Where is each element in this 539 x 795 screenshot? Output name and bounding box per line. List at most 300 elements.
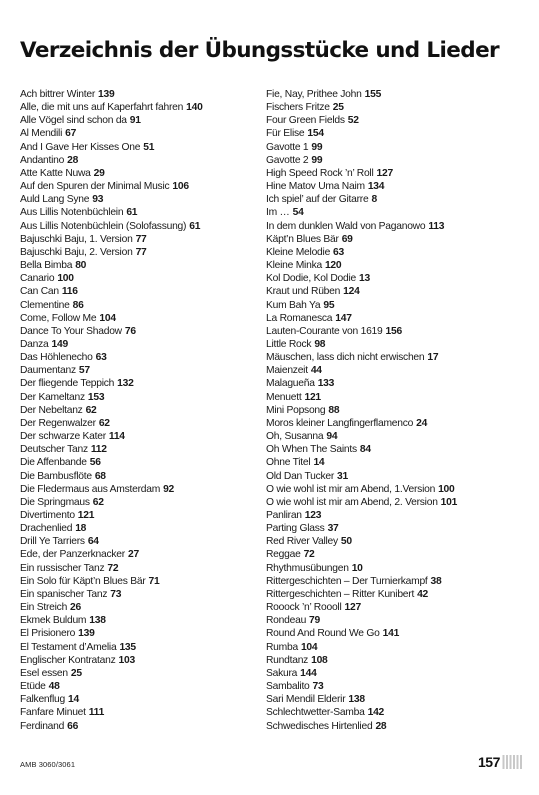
song-page-number: 141 bbox=[382, 628, 400, 640]
index-entry bbox=[266, 535, 518, 548]
song-page-number: 67 bbox=[65, 128, 77, 140]
song-page-number: 106 bbox=[172, 181, 189, 193]
song-title: Kleine Melodie bbox=[266, 246, 331, 258]
song-page-number: 153 bbox=[87, 391, 105, 403]
index-entry bbox=[266, 127, 518, 140]
song-title: Bajuschki Baju, 1. Version bbox=[20, 233, 133, 245]
song-title: Alle, die mit uns auf Kaperfahrt fahren bbox=[20, 102, 184, 114]
song-page-number: 154 bbox=[307, 128, 324, 140]
index-entry bbox=[266, 575, 518, 588]
song-page-number: 144 bbox=[300, 667, 317, 679]
song-title: Ede, der Panzerknacker bbox=[20, 549, 125, 561]
index-entry bbox=[20, 456, 272, 469]
index-entry bbox=[20, 575, 272, 588]
song-title: Parting Glass bbox=[266, 523, 325, 535]
song-title: Ein spanischer Tanz bbox=[20, 588, 108, 600]
song-page-number: 140 bbox=[186, 102, 203, 114]
index-entry bbox=[266, 706, 518, 719]
index-entry bbox=[20, 364, 272, 377]
index-entry bbox=[20, 483, 272, 496]
song-title: Der Regenwalzer bbox=[20, 417, 96, 429]
index-entry bbox=[266, 509, 518, 522]
index-entry bbox=[20, 509, 272, 522]
song-page-number: 100 bbox=[438, 483, 455, 495]
index-entry bbox=[20, 680, 272, 693]
song-title: Ein russischer Tanz bbox=[20, 562, 105, 574]
song-title: Malagueña bbox=[266, 378, 315, 390]
song-title: Rittergeschichten – Der Turnierkampf bbox=[266, 575, 428, 587]
index-entry bbox=[266, 443, 518, 456]
index-entry bbox=[266, 233, 518, 246]
song-page-number: 14 bbox=[313, 457, 325, 469]
song-page-number: 73 bbox=[110, 588, 122, 600]
song-page-number: 92 bbox=[163, 483, 175, 495]
song-title: El Prisionero bbox=[20, 628, 76, 640]
index-entry bbox=[20, 141, 272, 154]
index-entry bbox=[266, 272, 518, 285]
song-title: Can Can bbox=[20, 286, 59, 298]
song-title: Käpt’n Blues Bär bbox=[266, 233, 339, 245]
song-title: Oh, Susanna bbox=[266, 431, 324, 443]
song-page-number: 18 bbox=[75, 523, 87, 535]
index-entry bbox=[266, 206, 518, 219]
index-entry bbox=[20, 351, 272, 364]
song-page-number: 8 bbox=[371, 194, 377, 206]
index-entry bbox=[266, 299, 518, 312]
index-entry bbox=[266, 456, 518, 469]
song-title: Alle Vögel sind schon da bbox=[20, 115, 127, 127]
index-entry bbox=[20, 430, 272, 443]
index-entry bbox=[20, 285, 272, 298]
song-page-number: 61 bbox=[126, 207, 138, 219]
song-page-number: 91 bbox=[129, 115, 141, 127]
song-title: Etüde bbox=[20, 681, 46, 693]
song-title: Falkenflug bbox=[20, 694, 66, 706]
song-page-number: 72 bbox=[303, 549, 315, 561]
index-entry bbox=[266, 101, 518, 114]
song-title: Aus Lillis Notenbüchlein bbox=[20, 207, 124, 219]
index-entry bbox=[20, 443, 272, 456]
song-page-number: 72 bbox=[107, 562, 119, 574]
page-number-badge bbox=[470, 753, 522, 771]
index-entry bbox=[266, 377, 518, 390]
song-title: Kraut und Rüben bbox=[266, 286, 341, 298]
index-entry bbox=[266, 614, 518, 627]
song-title: Maienzeit bbox=[266, 365, 308, 377]
song-title: Old Dan Tucker bbox=[266, 470, 335, 482]
index-entry bbox=[20, 627, 272, 640]
song-page-number: 68 bbox=[94, 470, 106, 482]
song-title: Für Elise bbox=[266, 128, 305, 140]
index-entry bbox=[20, 667, 272, 680]
index-entry bbox=[20, 220, 272, 233]
song-page-number: 93 bbox=[92, 194, 104, 206]
song-page-number: 56 bbox=[89, 457, 101, 469]
song-title: Die Bambusflöte bbox=[20, 470, 92, 482]
song-page-number: 156 bbox=[385, 325, 402, 337]
song-title: Clementine bbox=[20, 299, 70, 311]
index-entry bbox=[20, 654, 272, 667]
song-page-number: 50 bbox=[340, 536, 352, 548]
index-entry bbox=[20, 588, 272, 601]
page-number: 157 bbox=[478, 754, 500, 770]
song-page-number: 95 bbox=[323, 299, 335, 311]
song-page-number: 88 bbox=[328, 404, 340, 416]
song-title: Esel essen bbox=[20, 667, 68, 679]
song-title: Al Mendili bbox=[20, 128, 63, 140]
song-page-number: 73 bbox=[312, 681, 324, 693]
song-title: Hine Matov Uma Naim bbox=[266, 181, 365, 193]
song-page-number: 31 bbox=[337, 470, 349, 482]
song-page-number: 80 bbox=[75, 260, 87, 272]
index-entry bbox=[20, 470, 272, 483]
index-entry bbox=[266, 325, 518, 338]
index-entry bbox=[266, 364, 518, 377]
song-title: Mini Popsong bbox=[266, 404, 326, 416]
song-page-number: 147 bbox=[335, 312, 352, 324]
index-entry bbox=[266, 114, 518, 127]
song-page-number: 127 bbox=[376, 167, 393, 179]
song-page-number: 26 bbox=[70, 602, 82, 614]
song-page-number: 135 bbox=[119, 641, 136, 653]
index-column-left bbox=[20, 88, 272, 733]
song-page-number: 134 bbox=[367, 181, 385, 193]
song-title: Andantino bbox=[20, 154, 65, 166]
song-page-number: 127 bbox=[344, 602, 361, 614]
index-entry bbox=[266, 154, 518, 167]
song-title: Red River Valley bbox=[266, 536, 338, 548]
index-column-right bbox=[266, 88, 518, 733]
song-page-number: 108 bbox=[311, 654, 328, 666]
song-page-number: 79 bbox=[309, 615, 321, 627]
index-entry bbox=[266, 601, 518, 614]
song-title: Sakura bbox=[266, 667, 298, 679]
song-page-number: 27 bbox=[127, 549, 139, 561]
song-title: Die Springmaus bbox=[20, 496, 90, 508]
index-entry bbox=[20, 325, 272, 338]
song-title: Ach bittrer Winter bbox=[20, 89, 96, 100]
index-entry bbox=[266, 496, 518, 509]
index-entry bbox=[20, 246, 272, 259]
song-page-number: 86 bbox=[72, 299, 84, 311]
index-entry bbox=[20, 88, 272, 101]
song-title: Atte Katte Nuwa bbox=[20, 167, 91, 179]
song-title: Der Nebeltanz bbox=[20, 404, 83, 416]
song-page-number: 132 bbox=[117, 378, 134, 390]
song-page-number: 112 bbox=[90, 444, 107, 456]
song-title: Mäuschen, lass dich nicht erwischen bbox=[266, 352, 425, 364]
index-entry bbox=[20, 114, 272, 127]
song-title: Ein Solo für Käpt’n Blues Bär bbox=[20, 575, 146, 587]
song-title: Die Fledermaus aus Amsterdam bbox=[20, 483, 161, 495]
song-page-number: 48 bbox=[48, 681, 60, 693]
index-entry bbox=[20, 206, 272, 219]
song-title: Der fliegende Teppich bbox=[20, 378, 115, 390]
song-page-number: 76 bbox=[124, 325, 136, 337]
index-entry bbox=[20, 601, 272, 614]
song-title: Kol Dodie, Kol Dodie bbox=[266, 273, 357, 285]
index-entry bbox=[266, 404, 518, 417]
index-entry bbox=[266, 220, 518, 233]
song-page-number: 123 bbox=[304, 510, 322, 521]
song-title: Little Rock bbox=[266, 338, 312, 350]
song-page-number: 51 bbox=[143, 141, 155, 153]
index-entry bbox=[20, 548, 272, 561]
song-title: Schlechtwetter-Samba bbox=[266, 707, 365, 719]
index-entry bbox=[20, 154, 272, 167]
index-entry bbox=[266, 562, 518, 575]
song-page-number: 14 bbox=[68, 694, 79, 706]
song-title: High Speed Rock ’n’ Roll bbox=[266, 167, 374, 179]
index-entry bbox=[20, 338, 272, 351]
index-entry bbox=[20, 259, 272, 272]
song-title: Moros kleiner Langfingerflamenco bbox=[266, 417, 414, 429]
song-title: Der schwarze Kater bbox=[20, 431, 106, 443]
index-entry bbox=[20, 693, 272, 706]
index-entry bbox=[266, 141, 518, 154]
song-title: O wie wohl ist mir am Abend, 1.Version bbox=[266, 483, 436, 495]
song-page-number: 28 bbox=[375, 720, 387, 732]
song-title: Sambalito bbox=[266, 681, 310, 693]
song-page-number: 139 bbox=[78, 628, 95, 640]
index-entry bbox=[266, 720, 518, 733]
song-title: Ohne Titel bbox=[266, 457, 311, 469]
index-entry bbox=[266, 667, 518, 680]
index-entry bbox=[20, 180, 272, 193]
song-page-number: 25 bbox=[70, 667, 82, 679]
song-title: Rundtanz bbox=[266, 654, 309, 666]
index-entry bbox=[20, 614, 272, 627]
song-page-number: 63 bbox=[95, 352, 107, 364]
song-title: Auld Lang Syne bbox=[20, 194, 90, 206]
song-page-number: 42 bbox=[417, 588, 429, 600]
song-title: Gavotte 1 bbox=[266, 141, 309, 153]
song-title: Drill Ye Tarriers bbox=[20, 536, 85, 548]
song-page-number: 101 bbox=[440, 496, 458, 508]
song-title: Der Kameltanz bbox=[20, 391, 85, 403]
index-entry bbox=[20, 167, 272, 180]
index-entry bbox=[266, 430, 518, 443]
index-entry bbox=[20, 641, 272, 654]
index-entry bbox=[20, 299, 272, 312]
song-page-number: 155 bbox=[364, 89, 382, 100]
index-entry bbox=[266, 391, 518, 404]
index-entry bbox=[266, 259, 518, 272]
index-entry bbox=[266, 193, 518, 206]
index-entry bbox=[20, 233, 272, 246]
song-page-number: 139 bbox=[98, 89, 115, 100]
song-title: Schwedisches Hirtenlied bbox=[266, 720, 373, 732]
song-title: Englischer Kontratanz bbox=[20, 654, 116, 666]
song-page-number: 124 bbox=[343, 286, 360, 298]
index-entry bbox=[266, 483, 518, 496]
song-page-number: 29 bbox=[93, 167, 105, 179]
song-page-number: 138 bbox=[348, 694, 365, 706]
index-entry bbox=[266, 641, 518, 654]
song-page-number: 99 bbox=[311, 141, 323, 153]
song-page-number: 113 bbox=[428, 220, 445, 232]
song-page-number: 71 bbox=[148, 575, 160, 587]
song-page-number: 142 bbox=[367, 707, 385, 719]
song-page-number: 13 bbox=[359, 273, 370, 285]
song-page-number: 77 bbox=[135, 246, 147, 258]
catalog-code: AMB 3060/3061 bbox=[20, 760, 76, 769]
index-entry bbox=[266, 522, 518, 535]
song-page-number: 98 bbox=[314, 338, 326, 350]
song-title: Sari Mendil Elderir bbox=[266, 694, 346, 706]
song-page-number: 116 bbox=[61, 286, 78, 298]
song-page-number: 61 bbox=[189, 220, 201, 232]
index-entry bbox=[20, 417, 272, 430]
index-entry bbox=[20, 706, 272, 719]
index-entry bbox=[266, 417, 518, 430]
song-page-number: 52 bbox=[347, 115, 359, 127]
song-title: Rittergeschichten – Ritter Kunibert bbox=[266, 588, 415, 600]
song-title: Fanfare Minuet bbox=[20, 707, 86, 719]
song-page-number: 120 bbox=[324, 260, 342, 272]
song-title: Rumba bbox=[266, 641, 298, 653]
index-entry bbox=[266, 167, 518, 180]
song-title: Reggae bbox=[266, 549, 301, 561]
song-page-number: 54 bbox=[292, 207, 304, 219]
song-page-number: 10 bbox=[351, 562, 363, 574]
index-entry bbox=[20, 522, 272, 535]
song-title: Ich spiel’ auf der Gitarre bbox=[266, 194, 369, 206]
page-title: Verzeichnis der Übungsstücke und Lieder bbox=[20, 38, 500, 63]
song-page-number: 62 bbox=[85, 404, 97, 416]
song-page-number: 133 bbox=[317, 378, 335, 390]
song-page-number: 62 bbox=[92, 496, 104, 508]
index-entry bbox=[266, 285, 518, 298]
index-entry bbox=[20, 312, 272, 325]
song-page-number: 149 bbox=[51, 338, 68, 350]
song-page-number: 99 bbox=[311, 154, 323, 166]
song-page-number: 138 bbox=[89, 615, 106, 627]
song-title: Fischers Fritze bbox=[266, 102, 330, 114]
index-entry bbox=[266, 693, 518, 706]
song-page-number: 121 bbox=[304, 391, 321, 403]
song-page-number: 114 bbox=[108, 431, 125, 443]
index-entry bbox=[266, 180, 518, 193]
index-entry bbox=[266, 312, 518, 325]
song-title: Canario bbox=[20, 273, 55, 285]
song-page-number: 44 bbox=[310, 365, 322, 377]
song-title: Bajuschki Baju, 2. Version bbox=[20, 246, 133, 258]
song-page-number: 66 bbox=[67, 720, 79, 732]
song-title: Kum Bah Ya bbox=[266, 299, 321, 311]
song-title: Ferdinand bbox=[20, 720, 65, 732]
song-title: Im … bbox=[266, 207, 290, 219]
song-page-number: 103 bbox=[118, 654, 135, 666]
song-title: Rhythmusübungen bbox=[266, 562, 349, 574]
index-entry bbox=[266, 338, 518, 351]
song-page-number: 111 bbox=[88, 707, 105, 719]
song-page-number: 121 bbox=[77, 510, 95, 521]
song-title: Das Höhlenecho bbox=[20, 352, 93, 364]
song-page-number: 57 bbox=[78, 365, 90, 377]
index-entry bbox=[20, 127, 272, 140]
song-title: Rondeau bbox=[266, 615, 307, 627]
song-title: El Testament d’Amelia bbox=[20, 641, 117, 653]
song-title: Oh When The Saints bbox=[266, 444, 357, 456]
song-title: In dem dunklen Wald von Paganowo bbox=[266, 220, 426, 232]
song-title: Die Affenbande bbox=[20, 457, 87, 469]
song-title: Round And Round We Go bbox=[266, 628, 380, 640]
index-entry bbox=[266, 548, 518, 561]
song-page-number: 37 bbox=[327, 523, 339, 535]
index-entry bbox=[266, 680, 518, 693]
song-title: Divertimento bbox=[20, 510, 75, 521]
song-title: La Romanesca bbox=[266, 312, 333, 324]
index-entry bbox=[266, 351, 518, 364]
song-page-number: 38 bbox=[430, 575, 442, 587]
song-title: Aus Lillis Notenbüchlein (Solofassung) bbox=[20, 220, 187, 232]
song-title: Panliran bbox=[266, 510, 302, 521]
song-title: Fie, Nay, Prithee John bbox=[266, 89, 362, 100]
index-entry bbox=[20, 377, 272, 390]
index-entry bbox=[266, 470, 518, 483]
song-title: Gavotte 2 bbox=[266, 154, 309, 166]
song-page-number: 94 bbox=[326, 431, 338, 443]
index-entry bbox=[266, 654, 518, 667]
song-title: Drachenlied bbox=[20, 523, 73, 535]
song-title: Bella Bimba bbox=[20, 260, 73, 272]
song-title: Come, Follow Me bbox=[20, 312, 97, 324]
song-title: Danza bbox=[20, 338, 49, 350]
song-page-number: 24 bbox=[416, 417, 428, 429]
song-title: Deutscher Tanz bbox=[20, 444, 88, 456]
song-page-number: 62 bbox=[98, 417, 110, 429]
song-page-number: 84 bbox=[359, 444, 371, 456]
index-entry bbox=[20, 496, 272, 509]
song-page-number: 25 bbox=[332, 102, 344, 114]
song-title: Lauten-Courante von 1619 bbox=[266, 325, 383, 337]
song-title: And I Gave Her Kisses One bbox=[20, 141, 141, 153]
song-page-number: 77 bbox=[135, 233, 147, 245]
index-entry bbox=[20, 404, 272, 417]
song-title: Daumentanz bbox=[20, 365, 76, 377]
index-entry bbox=[20, 101, 272, 114]
song-page-number: 104 bbox=[99, 312, 116, 324]
index-entry bbox=[20, 272, 272, 285]
song-page-number: 64 bbox=[87, 536, 99, 548]
index-entry bbox=[266, 246, 518, 259]
index-entry bbox=[20, 391, 272, 404]
song-page-number: 100 bbox=[57, 273, 74, 285]
song-page-number: 28 bbox=[67, 154, 79, 166]
song-title: Four Green Fields bbox=[266, 115, 345, 127]
song-title: Dance To Your Shadow bbox=[20, 325, 122, 337]
song-title: Kleine Minka bbox=[266, 260, 322, 272]
index-entry bbox=[20, 720, 272, 733]
song-title: Ekmek Buldum bbox=[20, 615, 87, 627]
index-entry bbox=[266, 588, 518, 601]
song-title: O wie wohl ist mir am Abend, 2. Version bbox=[266, 496, 438, 508]
song-title: Menuett bbox=[266, 391, 302, 403]
song-title: Rooock ’n’ Roooll bbox=[266, 602, 342, 614]
song-page-number: 104 bbox=[300, 641, 318, 653]
song-title: Ein Streich bbox=[20, 602, 68, 614]
index-entry bbox=[20, 535, 272, 548]
song-title: Auf den Spuren der Minimal Music bbox=[20, 181, 170, 193]
index-entry bbox=[20, 193, 272, 206]
song-page-number: 17 bbox=[427, 352, 439, 364]
song-page-number: 69 bbox=[341, 233, 353, 245]
index-entry bbox=[20, 562, 272, 575]
index-entry bbox=[266, 88, 518, 101]
index-entry bbox=[266, 627, 518, 640]
song-page-number: 63 bbox=[333, 246, 345, 258]
